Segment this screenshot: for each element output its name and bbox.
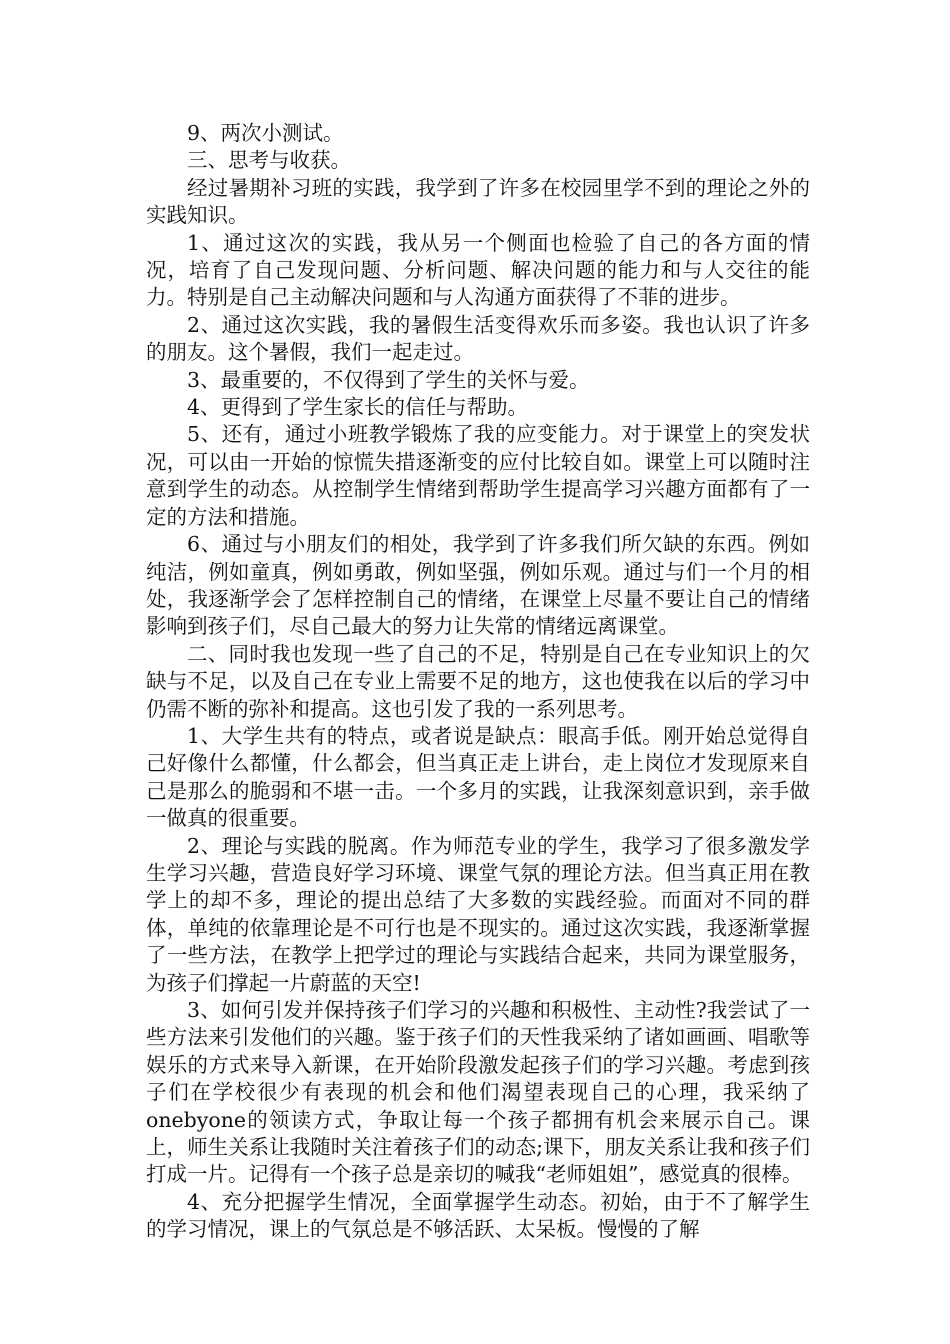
paragraph-point-2: 2、通过这次实践，我的暑假生活变得欢乐而多姿。我也认识了许多的朋友。这个暑假，我们一起走过。 bbox=[146, 312, 810, 365]
paragraph-item-9-tests: 9、两次小测试。 bbox=[187, 121, 344, 145]
paragraph-point-5: 5、还有，通过小班教学锻炼了我的应变能力。对于课堂上的突发状况，可以由一开始的惊慌失措逐渐变的应付比较自如。课堂上可以随时注意到学生的动态。从控制学生情绪到帮助学生提高学习兴趣方面都有了一定的方法和措施。 bbox=[146, 422, 810, 529]
paragraph-shortcoming-4: 4、充分把握学生情况，全面掌握学生动态。初始，由于不了解学生的学习情况，课上的气氛总是不够活跃、太呆板。慢慢的了解 bbox=[146, 1189, 810, 1242]
paragraph-shortcoming-3: 3、如何引发并保持孩子们学习的兴趣和积极性、主动性?我尝试了一些方法来引发他们的兴趣。鉴于孩子们的天性我采纳了诸如画画、唱歌等娱乐的方式来导入新课，在开始阶段激发起孩子们的学习兴趣。考虑到孩子们在学校很少有表现的机会和他们渴望表现自己的心理，我采纳了onebyone的领读方式，争取让每一个孩子都拥有机会来展示自己。课上，师生关系让我随时关注着孩子们的动态;课下，朋友关系让我和孩子们打成一片。记得有一个孩子总是亲切的喊我“老师姐姐”，感觉真的很棒。 bbox=[146, 998, 810, 1187]
section-heading-shortcomings: 二、同时我也发现一些了自己的不足，特别是自己在专业知识上的欠缺与不足，以及自己在专业上需要不足的地方，这也使我在以后的学习中仍需不断的弥补和提高。这也引发了我的一系列思考。 bbox=[146, 641, 810, 721]
paragraph-point-4: 4、更得到了学生家长的信任与帮助。 bbox=[187, 395, 529, 420]
document-body bbox=[146, 120, 810, 1244]
paragraph-point-1: 1、通过这次的实践，我从另一个侧面也检验了自己的各方面的情况，培育了自己发现问题、分析问题、解决问题的能力和与人交往的能力。特别是自己主动解决问题和与人沟通方面获得了不菲的进步。 bbox=[146, 230, 810, 310]
paragraph-point-3: 3、最重要的，不仅得到了学生的关怀与爱。 bbox=[187, 367, 590, 392]
section-heading-reflection: 三、思考与收获。 bbox=[187, 148, 351, 173]
paragraph-shortcoming-1: 1、大学生共有的特点，或者说是缺点：眼高手低。刚开始总觉得自己好像什么都懂，什么都会，但当真正走上讲台，走上岗位才发现原来自己是那么的脆弱和不堪一击。一个多月的实践，让我深刻意识到，亲手做一做真的很重要。 bbox=[146, 723, 810, 831]
paragraph-shortcoming-2: 2、理论与实践的脱离。作为师范专业的学生，我学习了很多激发学生学习兴趣，营造良好学习环境、课堂气氛的理论方法。但当真正用在教学上的却不多，理论的提出总结了大多数的实践经验。而面对不同的群体，单纯的依靠理论是不可行也是不现实的。通过这次实践，我逐渐掌握了一些方法，在教学上把学过的理论与实践结合起来，共同为课堂服务，为孩子们撑起一片蔚蓝的天空! bbox=[146, 833, 810, 995]
paragraph-point-6: 6、通过与小朋友们的相处，我学到了许多我们所欠缺的东西。例如纯洁，例如童真，例如勇敢，例如坚强，例如乐观。通过与们一个月的相处，我逐渐学会了怎样控制自己的情绪，在课堂上尽量不要让自己的情绪影响到孩子们，尽自己最大的努力让失常的情绪远离课堂。 bbox=[146, 532, 810, 639]
paragraph-intro: 经过暑期补习班的实践，我学到了许多在校园里学不到的理论之外的实践知识。 bbox=[146, 175, 810, 228]
